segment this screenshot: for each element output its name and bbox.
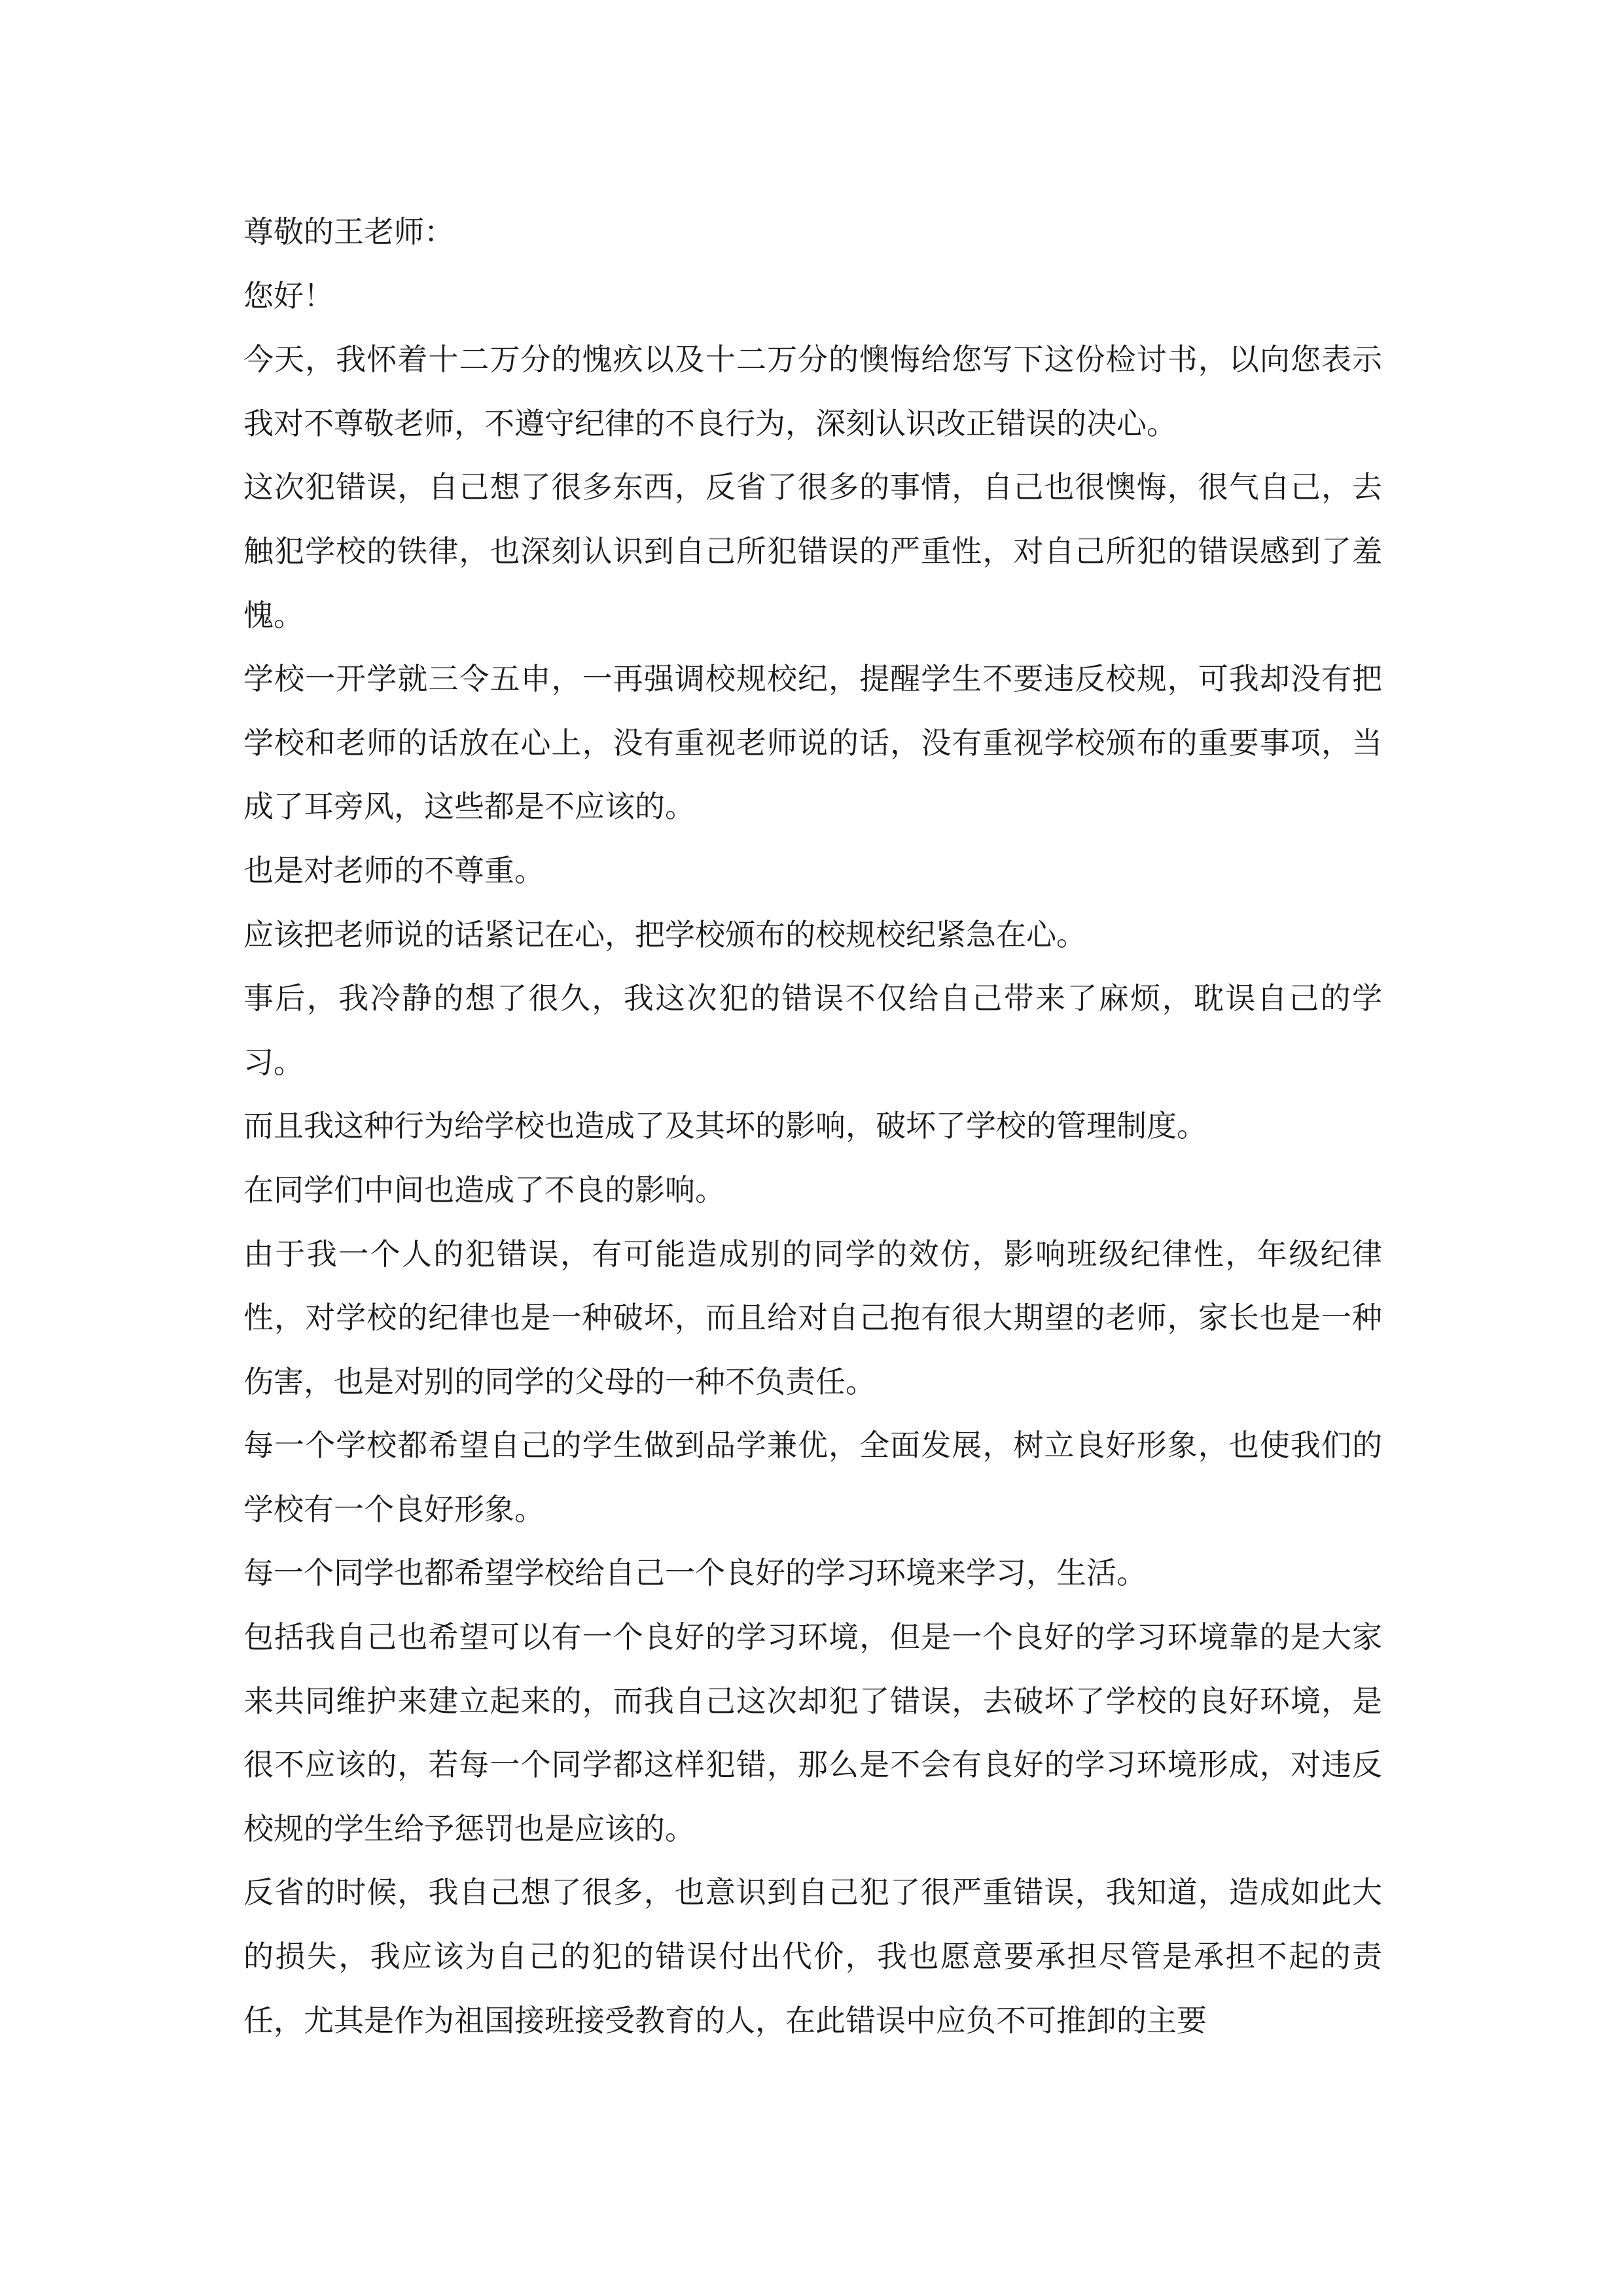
paragraph: 这次犯错误，自己想了很多东西，反省了很多的事情，自己也很懊悔，很气自己，去触犯学校的铁律，也深刻认识到自己所犯错误的严重性，对自己所犯的错误感到了羞愧。 <box>243 469 1382 633</box>
paragraph: 在同学们中间也造成了不良的影响。 <box>243 1172 725 1208</box>
paragraph: 学校一开学就三令五申，一再强调校规校纪，提醒学生不要违反校规，可我却没有把学校和老师的话放在心上，没有重视老师说的话，没有重视学校颁布的重要事项，当成了耳旁风，这些都是不应该的。 <box>243 661 1382 825</box>
paragraph: 事后，我冷静的想了很久，我这次犯的错误不仅给自己带来了麻烦，耽误自己的学习。 <box>243 980 1382 1080</box>
paragraph: 今天，我怀着十二万分的愧疚以及十二万分的懊悔给您写下这份检讨书，以向您表示我对不尊敬老师，不遵守纪律的不良行为，深刻认识改正错误的决心。 <box>243 342 1382 441</box>
paragraph: 反省的时候，我自己想了很多，也意识到自己犯了很严重错误，我知道，造成如此大的损失，我应该为自己的犯的错误付出代价，我也愿意要承担尽管是承担不起的责任，尤其是作为祖国接班接受教育的人，在此错误中应负不可推卸的主要 <box>243 1874 1382 2038</box>
salutation: 尊敬的王老师： <box>243 214 454 249</box>
paragraph: 应该把老师说的话紧记在心，把学校颁布的校规校纪紧急在心。 <box>243 916 1086 952</box>
paragraph: 每一个学校都希望自己的学生做到品学兼优，全面发展，树立良好形象，也使我们的学校有一个良好形象。 <box>243 1427 1382 1527</box>
paragraph: 由于我一个人的犯错误，有可能造成别的同学的效仿，影响班级纪律性，年级纪律性，对学校的纪律也是一种破坏，而且给对自己抱有很大期望的老师，家长也是一种伤害，也是对别的同学的父母的一种不负责任。 <box>243 1236 1382 1399</box>
letter-body <box>243 200 1382 2053</box>
greeting: 您好！ <box>243 278 334 314</box>
paragraph: 而且我这种行为给学校也造成了及其坏的影响，破坏了学校的管理制度。 <box>243 1108 1207 1144</box>
paragraph: 包括我自己也希望可以有一个良好的学习环境，但是一个良好的学习环境靠的是大家来共同维护来建立起来的，而我自己这次却犯了错误，去破坏了学校的良好环境，是很不应该的，若每一个同学都这样犯错，那么是不会有良好的学习环境形成，对违反校规的学生给予惩罚也是应该的。 <box>243 1619 1382 1846</box>
paragraph: 也是对老师的不尊重。 <box>243 852 544 888</box>
paragraph: 每一个同学也都希望学校给自己一个良好的学习环境来学习，生活。 <box>243 1555 1147 1591</box>
